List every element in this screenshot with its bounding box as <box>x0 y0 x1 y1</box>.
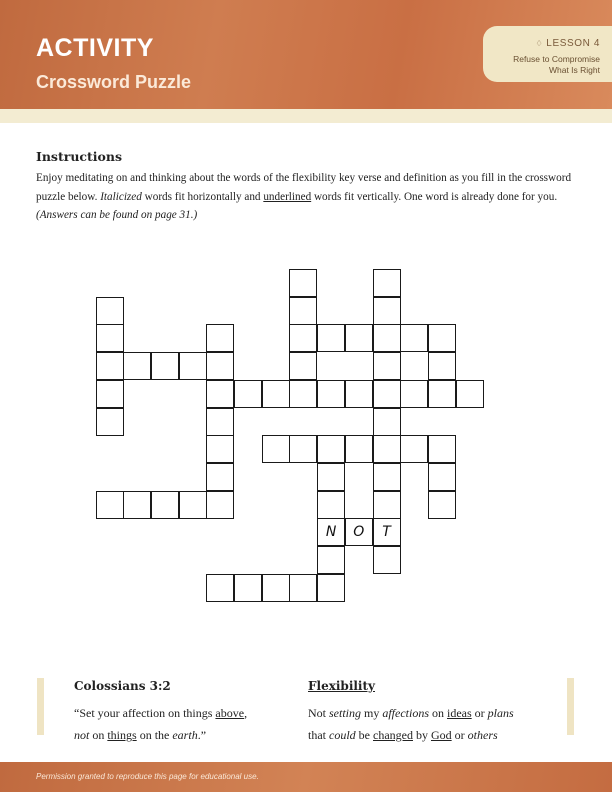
crossword-cell <box>317 463 345 491</box>
crossword-cell <box>206 352 234 380</box>
crossword-cell <box>428 352 456 380</box>
crossword-cell <box>428 491 456 519</box>
crossword-cell <box>234 380 262 408</box>
crossword-cell <box>96 408 124 436</box>
crossword-cell <box>123 352 151 380</box>
lesson-label: ♢ LESSON 4 <box>535 38 600 49</box>
crossword-cell <box>289 435 317 463</box>
crossword-cell <box>373 408 401 436</box>
page-title: ACTIVITY <box>36 34 154 62</box>
crossword-cell <box>262 380 290 408</box>
crossword-cell <box>317 435 345 463</box>
crossword-cell <box>317 546 345 574</box>
crossword-cell <box>289 574 317 602</box>
page-subtitle: Crossword Puzzle <box>36 72 192 92</box>
crossword-cell <box>428 380 456 408</box>
diamond-icon: ♢ <box>535 39 544 48</box>
crossword-cell <box>456 380 484 408</box>
crossword-cell <box>96 380 124 408</box>
crossword-letter: T <box>382 524 391 541</box>
crossword-cell <box>206 574 234 602</box>
crossword-cell <box>400 380 428 408</box>
crossword-cell <box>96 297 124 325</box>
crossword-letter: N <box>325 524 337 541</box>
crossword-cell <box>373 546 401 574</box>
crossword-cell <box>289 380 317 408</box>
crossword-cell <box>373 352 401 380</box>
crossword-cell <box>317 324 345 352</box>
crossword-cell <box>373 491 401 519</box>
crossword-cell <box>400 435 428 463</box>
permission-note: Permission granted to reproduce this page for educational use. <box>36 772 259 781</box>
crossword-cell <box>289 324 317 352</box>
crossword-cell <box>179 491 207 519</box>
crossword-cell <box>206 380 234 408</box>
crossword-cell <box>373 380 401 408</box>
crossword-cell <box>262 574 290 602</box>
crossword-cell <box>345 380 373 408</box>
crossword-cell <box>373 324 401 352</box>
crossword-cell <box>123 491 151 519</box>
instructions-heading: Instructions <box>36 149 123 164</box>
definition-heading: Flexibility <box>308 679 376 693</box>
crossword-cell <box>96 324 124 352</box>
crossword-cell <box>179 352 207 380</box>
crossword-cell <box>289 352 317 380</box>
crossword-cell <box>96 352 124 380</box>
crossword-cell <box>373 269 401 297</box>
accent-bar-left <box>37 678 44 735</box>
crossword-cell <box>428 463 456 491</box>
crossword-cell <box>428 435 456 463</box>
footer-banner <box>0 762 612 792</box>
crossword-cell <box>345 324 373 352</box>
accent-bar-right <box>567 678 574 735</box>
crossword-cell <box>289 297 317 325</box>
crossword-cell <box>373 463 401 491</box>
crossword-cell <box>151 352 179 380</box>
crossword-cell <box>317 574 345 602</box>
instructions-text: Enjoy meditating on and thinking about the words of the flexibility key verse and definition as you fill in the crossword puzzle below. Italicized words fit horizontally and underlined words fit vertically. One word is already done for you. (Answers can be found on page 31.) <box>36 172 572 221</box>
crossword-cell <box>317 380 345 408</box>
crossword-cell <box>373 297 401 325</box>
crossword-cell <box>289 269 317 297</box>
crossword-cell <box>428 324 456 352</box>
verse-reference: Colossians 3:2 <box>74 679 171 693</box>
crossword-cell <box>206 491 234 519</box>
definition-text: Not setting my affections on ideas or plans that could be changed by God or others <box>308 706 514 742</box>
crossword-cell <box>151 491 179 519</box>
crossword-cell <box>206 463 234 491</box>
crossword-cell <box>96 491 124 519</box>
crossword-cell <box>206 408 234 436</box>
crossword-cell <box>206 324 234 352</box>
crossword-cell <box>206 435 234 463</box>
crossword-cell <box>345 435 373 463</box>
verse-text: “Set your affection on things above, not on things on the earth.” <box>74 706 248 742</box>
crossword-letter: O <box>353 524 365 541</box>
crossword-cell <box>373 435 401 463</box>
crossword-cell <box>234 574 262 602</box>
crossword-cell <box>400 324 428 352</box>
crossword-cell <box>317 491 345 519</box>
lesson-title: Refuse to Compromise What Is Right <box>513 54 600 75</box>
crossword-cell <box>262 435 290 463</box>
